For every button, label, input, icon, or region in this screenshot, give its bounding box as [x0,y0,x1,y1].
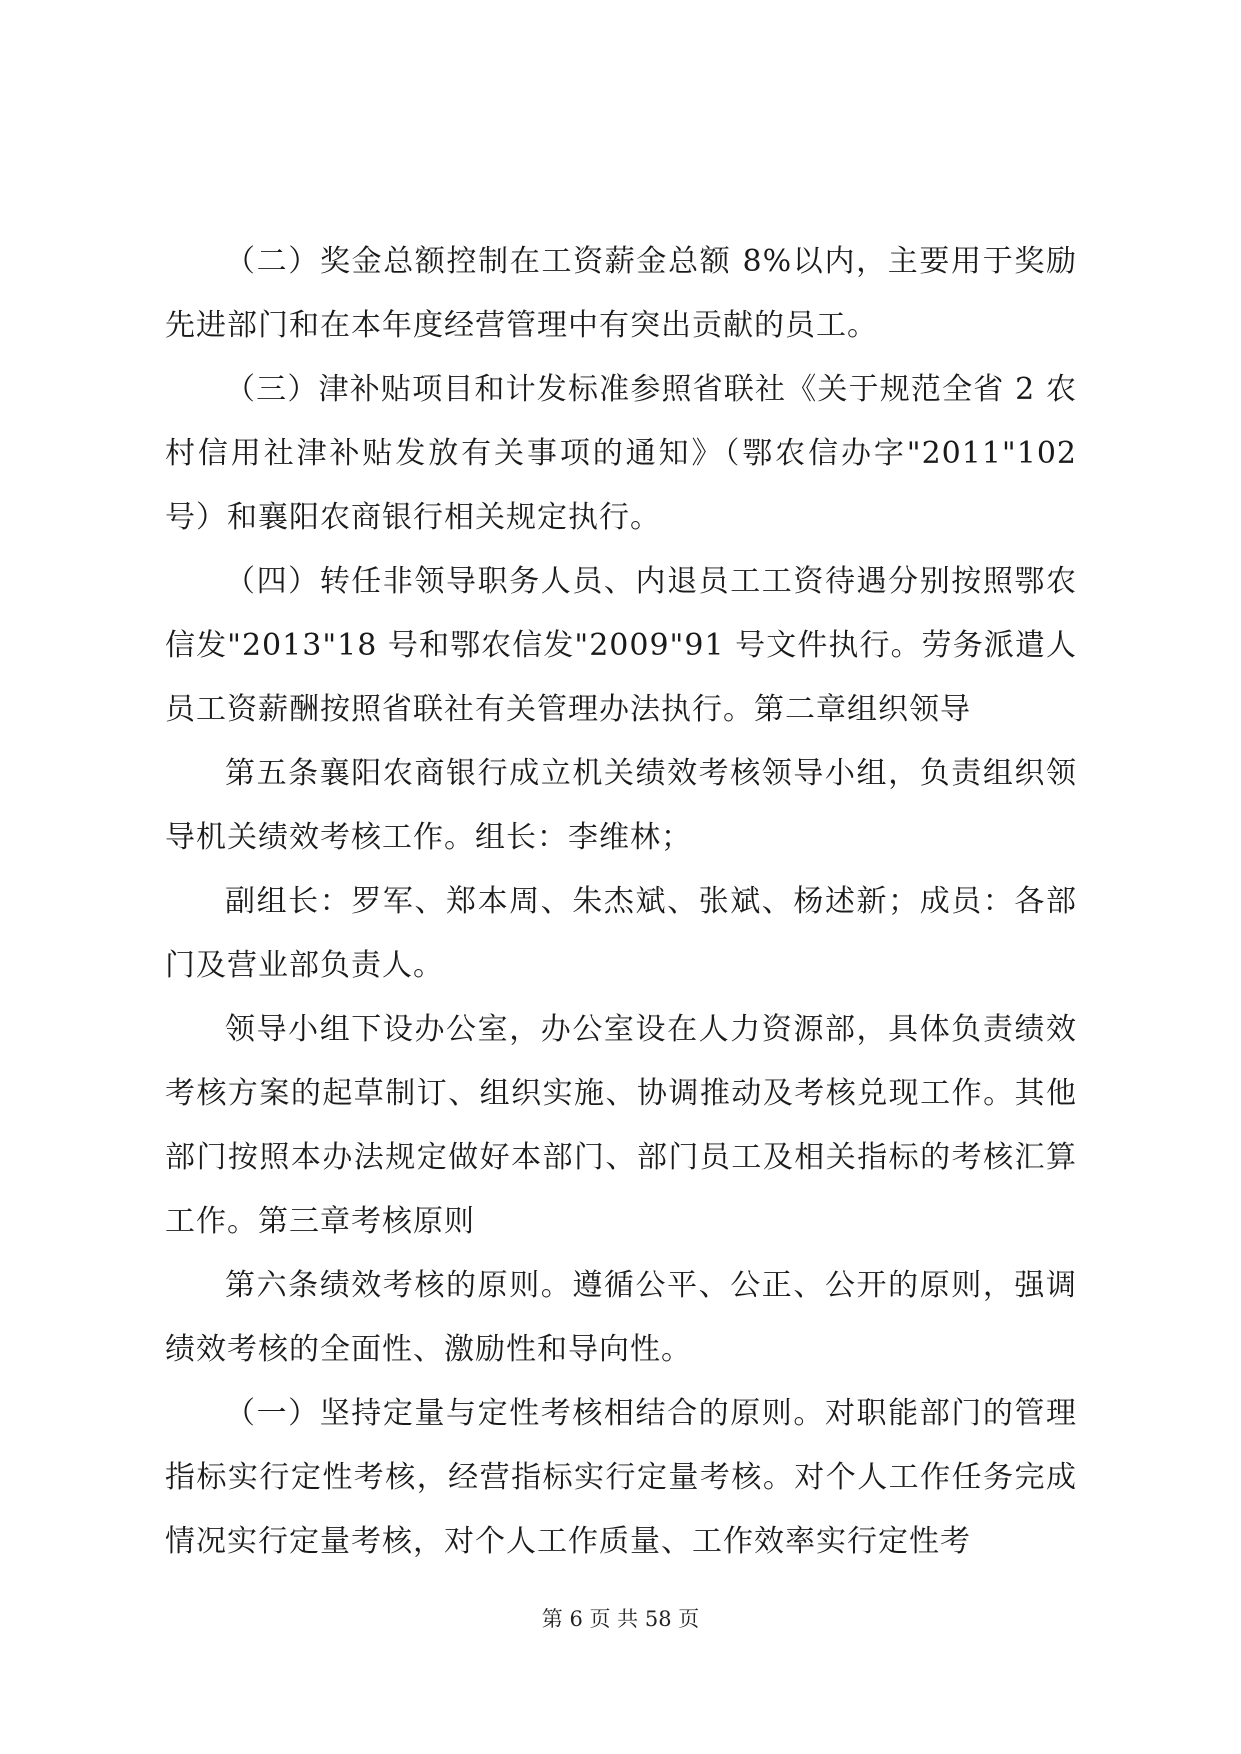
paragraph: 第五条襄阳农商银行成立机关绩效考核领导小组，负责组织领导机关绩效考核工作。组长：李维林； [165,756,1077,855]
paragraph: 第六条绩效考核的原则。遵循公平、公正、公开的原则，强调绩效考核的全面性、激励性和导向性。 [165,1268,1077,1367]
paragraph: （四）转任非领导职务人员、内退员工工资待遇分别按照鄂农信发"2013"18 号和鄂农信发"2009"91 号文件执行。劳务派遣人员工资薪酬按照省联社有关管理办法执行。第二章组织领导 [165,564,1077,727]
document-body [165,230,1077,1574]
paragraph: 副组长：罗军、郑本周、朱杰斌、张斌、杨述新；成员：各部门及营业部负责人。 [165,884,1077,983]
paragraph: （一）坚持定量与定性考核相结合的原则。对职能部门的管理指标实行定性考核，经营指标实行定量考核。对个人工作任务完成情况实行定量考核，对个人工作质量、工作效率实行定性考 [165,1396,1077,1559]
page-footer [0,1604,1241,1634]
paragraph: （三）津补贴项目和计发标准参照省联社《关于规范全省 2 农村信用社津补贴发放有关事项的通知》（鄂农信办字"2011"102 号）和襄阳农商银行相关规定执行。 [165,372,1077,535]
paragraph: （二）奖金总额控制在工资薪金总额 8%以内，主要用于奖励先进部门和在本年度经营管理中有突出贡献的员工。 [165,244,1077,343]
paragraph: 领导小组下设办公室，办公室设在人力资源部，具体负责绩效考核方案的起草制订、组织实施、协调推动及考核兑现工作。其他部门按照本办法规定做好本部门、部门员工及相关指标的考核汇算工作。第三章考核原则 [165,1012,1077,1239]
page-number: 第 6 页 共 58 页 [541,1607,700,1631]
